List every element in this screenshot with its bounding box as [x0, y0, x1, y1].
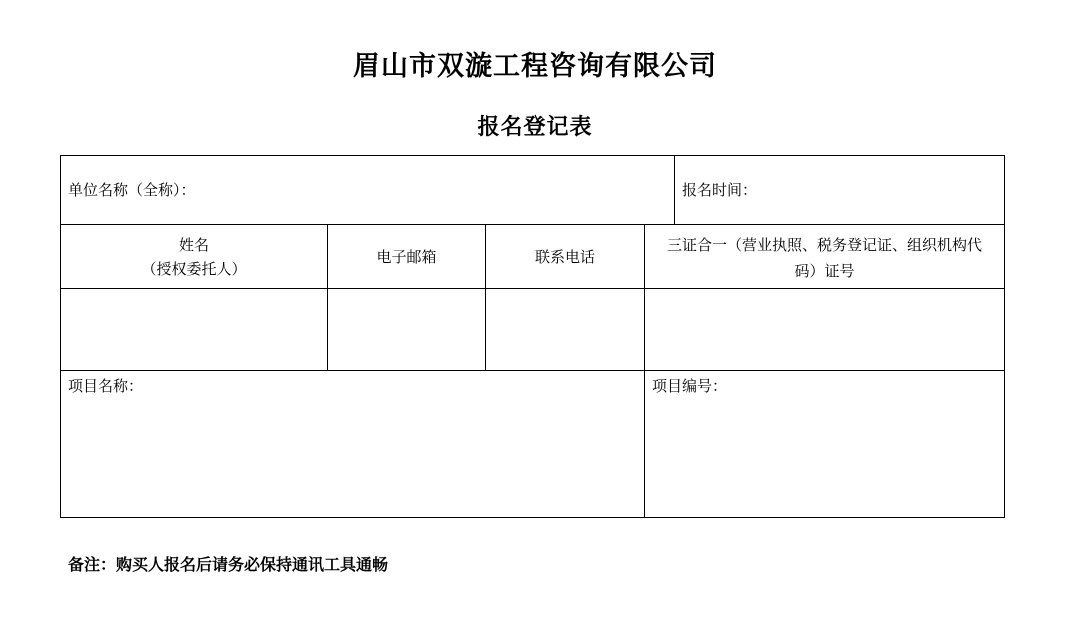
- header-email: 电子邮箱: [376, 247, 437, 266]
- header-license-line2: 码）证号: [794, 261, 855, 280]
- register-time-label: 报名时间：: [682, 181, 758, 199]
- form-title: 报名登记表: [477, 115, 593, 140]
- unit-name-label: 单位名称（全称）：: [68, 181, 196, 199]
- header-name-cell: [60, 224, 328, 289]
- project-number-label: 项目编号：: [652, 377, 728, 395]
- header-phone-cell: [485, 224, 645, 289]
- license-input-cell[interactable]: [644, 288, 1005, 371]
- project-number-cell[interactable]: [644, 370, 1005, 518]
- footer-note: 备注：购买人报名后请务必保持通讯工具通畅: [68, 555, 389, 574]
- header-name-line2: （授权委托人）: [141, 259, 247, 278]
- header-email-cell: [327, 224, 486, 289]
- name-input-cell[interactable]: [60, 288, 328, 371]
- header-license-line1: 三证合一（营业执照、税务登记证、组织机构代: [666, 235, 982, 254]
- header-phone: 联系电话: [534, 247, 595, 266]
- phone-input-cell[interactable]: [485, 288, 645, 371]
- unit-name-cell[interactable]: [60, 155, 675, 225]
- header-license-cell: [644, 224, 1005, 289]
- email-input-cell[interactable]: [327, 288, 486, 371]
- project-name-label: 项目名称：: [68, 377, 144, 395]
- project-name-cell[interactable]: [60, 370, 645, 518]
- company-name: 眉山市双漩工程咨询有限公司: [353, 51, 717, 82]
- register-time-cell[interactable]: [674, 155, 1005, 225]
- header-name-line1: 姓名: [178, 235, 209, 254]
